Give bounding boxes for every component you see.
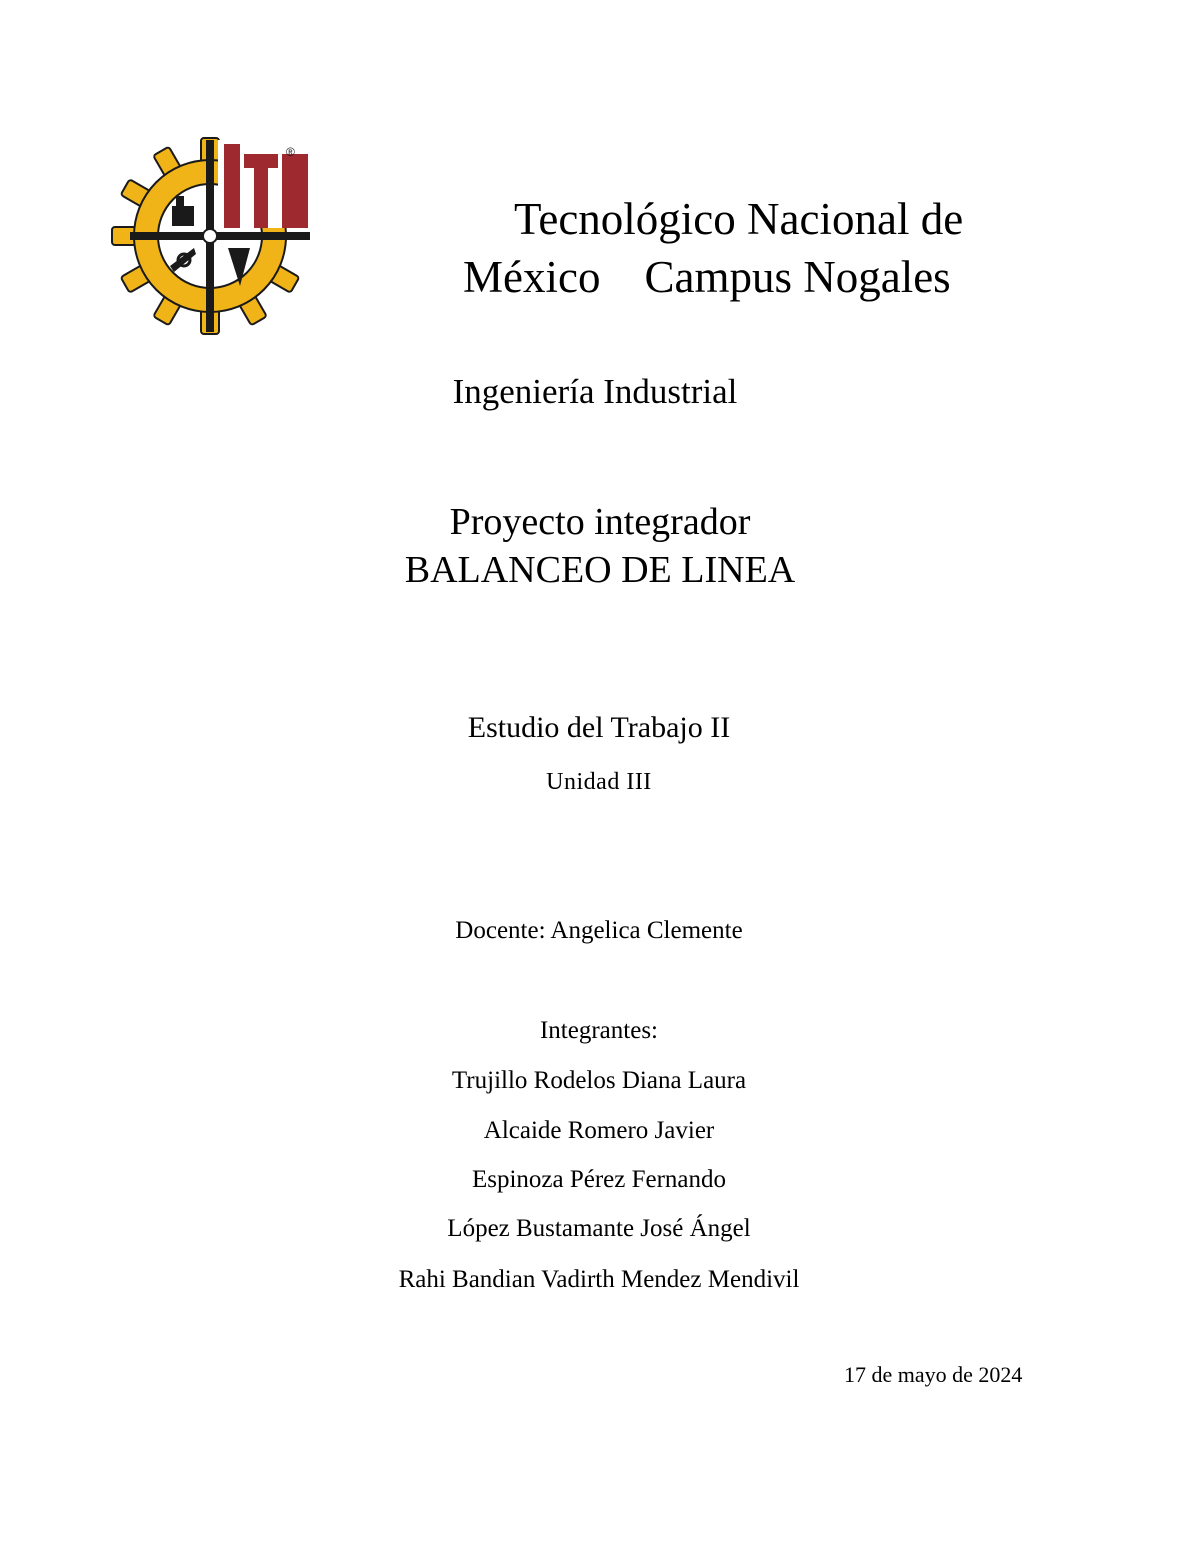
registered-mark: ®: [286, 145, 295, 159]
member-name: Alcaide Romero Javier: [483, 1117, 715, 1144]
unit-label: Unidad III: [546, 769, 652, 795]
itn-gear-logo: [110, 136, 310, 336]
project-label: Proyecto integrador: [449, 501, 751, 543]
project-title: BALANCEO DE LINEA: [404, 549, 796, 591]
teacher-name: Docente: Angelica Clemente: [455, 917, 743, 944]
subject-name: Estudio del Trabajo II: [467, 711, 731, 744]
document-date: 17 de mayo de 2024: [844, 1362, 1023, 1387]
career-name: Ingeniería Industrial: [452, 372, 738, 411]
members-label: Integrantes:: [539, 1017, 658, 1044]
member-name: Espinoza Pérez Fernando: [471, 1166, 727, 1193]
member-name: Rahi Bandian Vadirth Mendez Mendivil: [398, 1266, 800, 1293]
institution-campus: Campus Nogales: [644, 252, 951, 302]
member-name: López Bustamante José Ángel: [447, 1215, 751, 1242]
institution-name-line2: [463, 252, 951, 302]
institution-country: México: [463, 252, 601, 302]
member-name: Trujillo Rodelos Diana Laura: [451, 1067, 747, 1094]
institution-name-line1: Tecnológico Nacional de: [514, 194, 964, 244]
